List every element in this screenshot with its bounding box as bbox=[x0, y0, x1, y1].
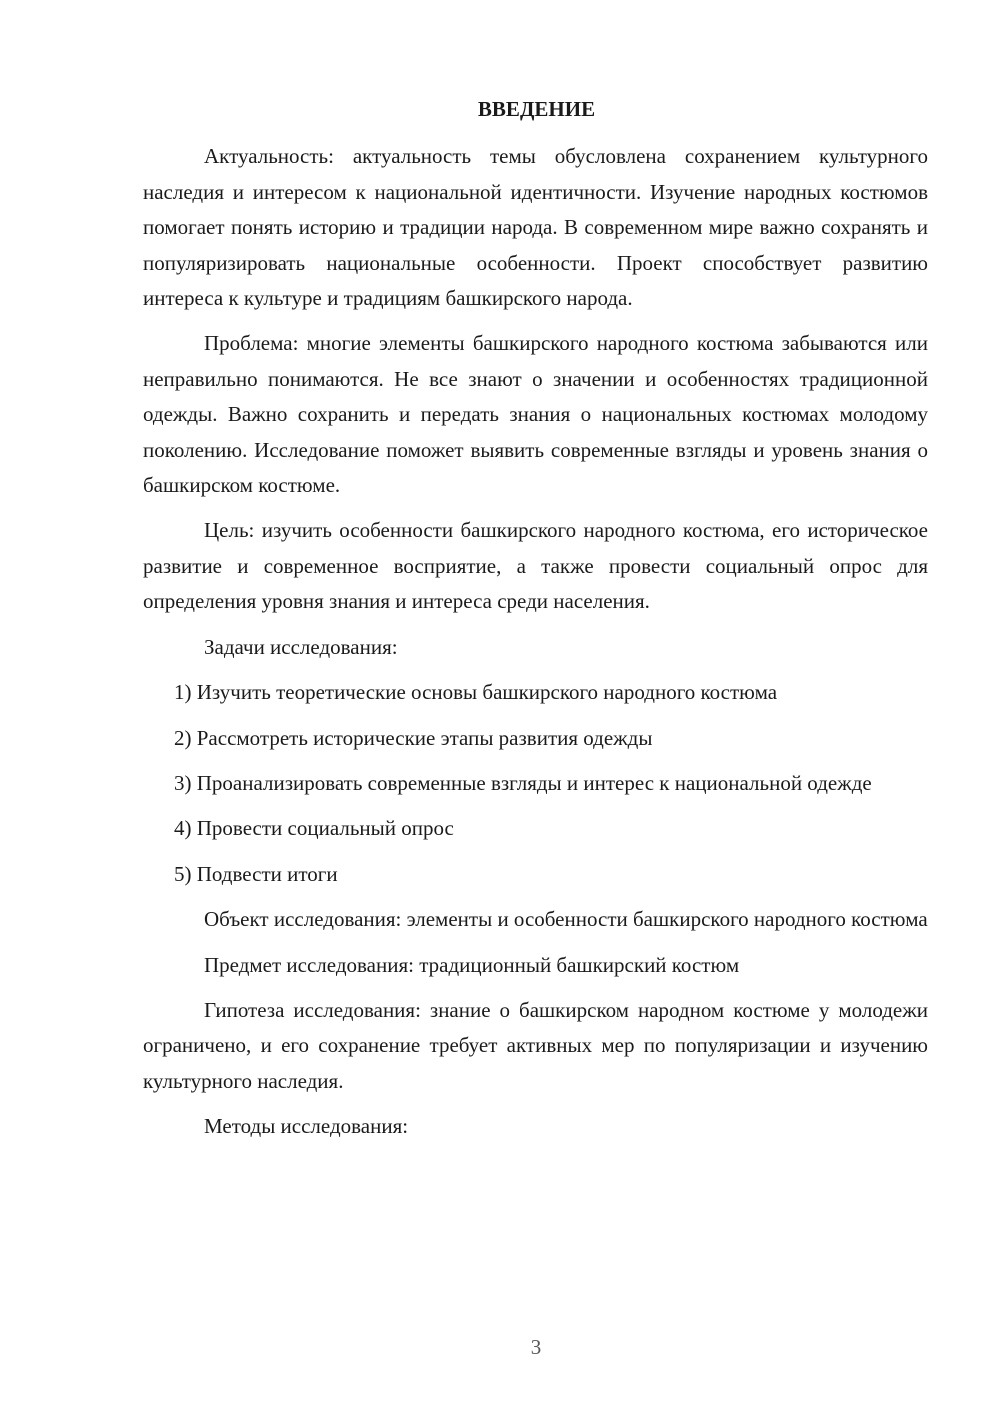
task-item-2: 2) Рассмотреть исторические этапы развития одежды bbox=[174, 725, 653, 750]
task-item-3: 3) Проанализировать современные взгляды и интерес к национальной одежде bbox=[174, 770, 872, 795]
paragraph-subject: Предмет исследования: традиционный башкирский костюм bbox=[204, 952, 740, 977]
page-number: 3 bbox=[530, 1335, 542, 1359]
section-title: ВВЕДЕНИЕ bbox=[477, 97, 596, 121]
paragraph-problem: Проблема: многие элементы башкирского народного костюма забываются или неправильно понимаются. Не все знают о значении и особенностях традиционной одежды. Важно сохранить и передать знания о национальных костюмах молодому поколению. Исследование поможет выявить современные взгляды и уровень знания о башкирском костюме. bbox=[143, 331, 928, 498]
paragraph-hypothesis: Гипотеза исследования: знание о башкирском народном костюме у молодежи ограничено, и его сохранение требует активных мер по популяризации и изучению культурного наследия. bbox=[143, 997, 928, 1093]
paragraph-goal: Цель: изучить особенности башкирского народного костюма, его историческое развитие и современное восприятие, а также провести социальный опрос для определения уровня знания и интереса среди населения. bbox=[143, 518, 928, 614]
document-page bbox=[143, 92, 928, 1155]
task-item-4: 4) Провести социальный опрос bbox=[174, 816, 454, 841]
methods-heading: Методы исследования: bbox=[204, 1114, 409, 1139]
paragraph-actuality: Актуальность: актуальность темы обусловлена сохранением культурного наследия и интересом к национальной идентичности. Изучение народных костюмов помогает понять историю и традиции народа. В современном мире важно сохранять и популяризировать национальные особенности. Проект способствует развитию интереса к культуре и традициям башкирского народа. bbox=[143, 144, 928, 311]
tasks-heading: Задачи исследования: bbox=[204, 634, 398, 659]
task-item-1: 1) Изучить теоретические основы башкирского народного костюма bbox=[174, 680, 778, 705]
paragraph-object: Объект исследования: элементы и особенности башкирского народного костюма bbox=[204, 907, 928, 932]
task-item-5: 5) Подвести итоги bbox=[174, 861, 338, 886]
